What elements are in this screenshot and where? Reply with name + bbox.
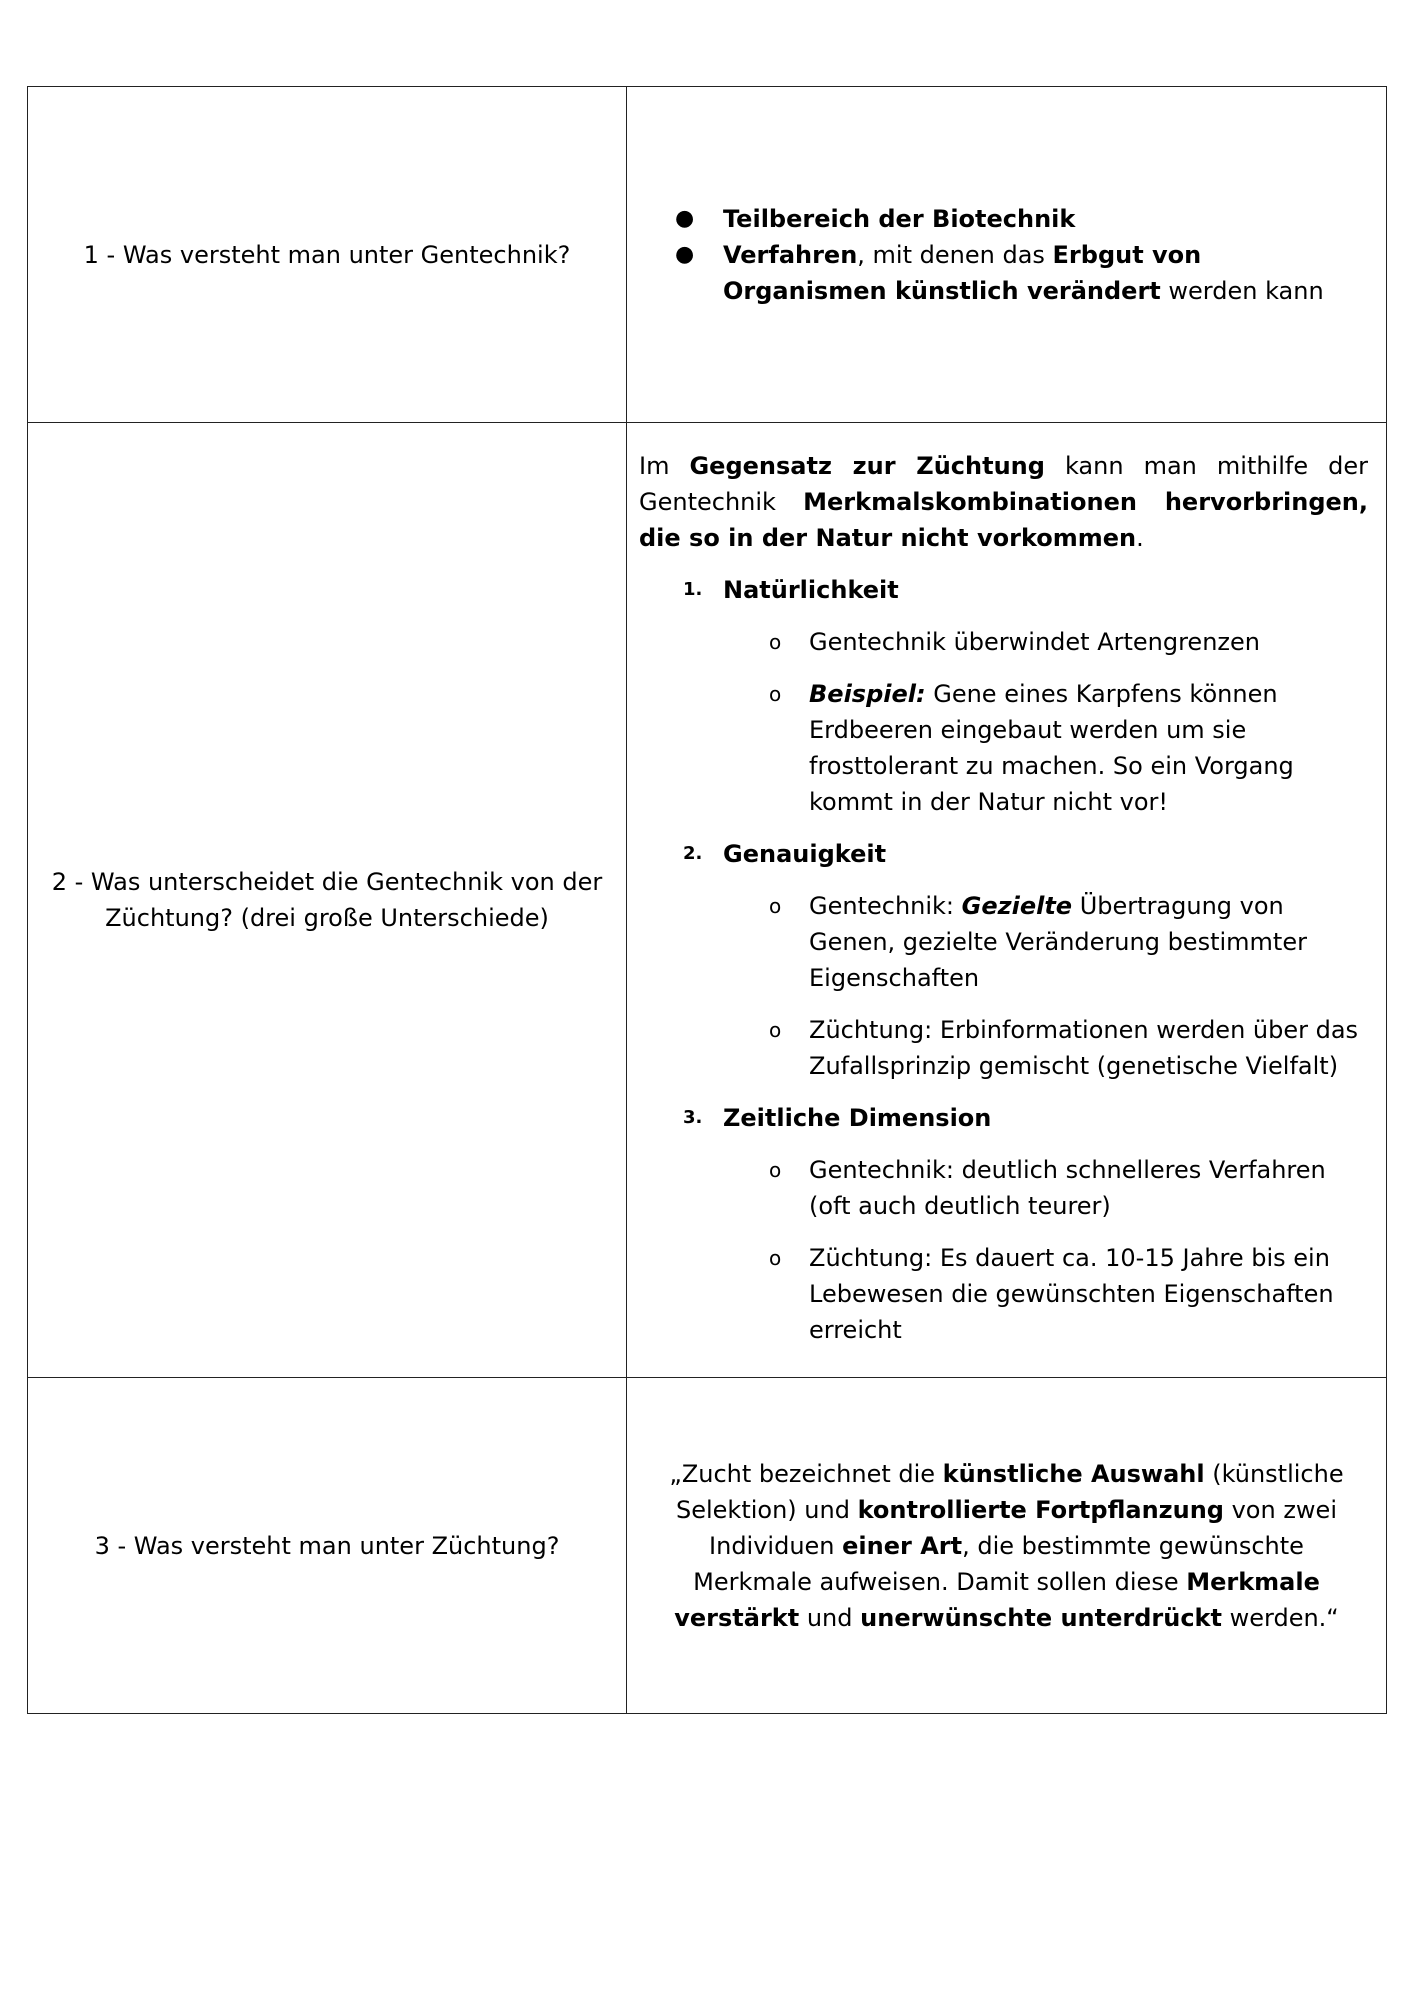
item-number: 3. — [683, 1107, 703, 1128]
text: Übertragung von Genen, gezielte Veränderung bestimmter Eigenschaften — [809, 892, 1307, 992]
text: Gene eines Karpfens können Erdbeeren eingebaut werden um sie frosttolerant zu machen. So ein Vorgang kommt in der Natur nicht vor! — [809, 680, 1294, 816]
numbered-item-1 — [639, 572, 1368, 608]
table-row — [28, 423, 1387, 1378]
answer-cell-3 — [627, 1378, 1387, 1714]
text: kann man mithilfe der Gentechnik — [639, 452, 1368, 516]
sub-item — [639, 624, 1368, 660]
bold-text: Teilbereich der Biotechnik — [723, 204, 1076, 233]
text: Züchtung: Es dauert ca. 10-15 Jahre bis ein Lebewesen die gewünschten Eigenschaften erreicht — [809, 1244, 1334, 1344]
sub-item — [639, 1152, 1368, 1224]
circle-bullet-icon: o — [769, 630, 782, 654]
bold-text: kontrollierte Fortpflanzung — [857, 1495, 1224, 1524]
bold-text: Gegensatz zur Züchtung — [689, 452, 1045, 480]
table-row — [28, 1378, 1387, 1714]
item-title: Genauigkeit — [723, 840, 887, 868]
text: Züchtung: Erbinformationen werden über das Zufallsprinzip gemischt (genetische Vielfalt) — [809, 1016, 1359, 1080]
circle-bullet-icon: o — [769, 894, 782, 918]
list-item — [665, 237, 1366, 309]
text: werden kann — [1160, 276, 1324, 305]
text: (künstliche Selektion) und — [676, 1459, 1344, 1524]
bullet-icon: ● — [675, 241, 695, 267]
text: . — [1136, 524, 1144, 552]
bold-italic-text: Beispiel: — [809, 680, 926, 708]
text: , die bestimmte gewünschte Merkmale aufweisen. Damit sollen diese — [693, 1531, 1304, 1596]
bold-text: Erbgut von Organismen künstlich verändert — [723, 240, 1202, 305]
text: Gentechnik: deutlich schnelleres Verfahren (oft auch deutlich teurer) — [809, 1156, 1326, 1220]
bold-italic-text: Gezielte — [961, 892, 1073, 920]
circle-bullet-icon: o — [769, 682, 782, 706]
bold-text: einer Art — [842, 1531, 963, 1560]
question-2-text: 2 - Was unterscheidet die Gentechnik von der Züchtung? (drei große Unterschiede) — [51, 868, 603, 932]
text: und — [799, 1603, 861, 1632]
question-cell-3 — [28, 1378, 627, 1714]
question-cell-2 — [28, 423, 627, 1378]
list-item — [665, 201, 1366, 237]
bullet-icon: ● — [675, 205, 695, 231]
answer-3-quote — [627, 1456, 1386, 1636]
text: Gentechnik: — [809, 892, 962, 920]
text: „Zucht bezeichnet die — [669, 1459, 943, 1488]
circle-bullet-icon: o — [769, 1018, 782, 1042]
circle-bullet-icon: o — [769, 1246, 782, 1270]
question-cell-1 — [28, 87, 627, 423]
sub-item — [639, 888, 1368, 996]
answer-1-bullet-list — [627, 201, 1386, 309]
numbered-item-2 — [639, 836, 1368, 872]
sub-item — [639, 676, 1368, 820]
text: Im — [639, 452, 690, 480]
answer-2-intro — [639, 448, 1368, 556]
item-number: 2. — [683, 843, 703, 864]
question-1-text: 1 - Was versteht man unter Gentechnik? — [83, 240, 571, 269]
bold-text: Merkmale verstärkt — [674, 1567, 1320, 1632]
sub-item — [639, 1240, 1368, 1348]
sub-item — [639, 1012, 1368, 1084]
answer-2-body — [627, 444, 1386, 1356]
bold-text: Verfahren — [723, 240, 858, 269]
question-3-text: 3 - Was versteht man unter Züchtung? — [94, 1531, 560, 1560]
text: Gentechnik überwindet Artengrenzen — [809, 628, 1260, 656]
circle-bullet-icon: o — [769, 1158, 782, 1182]
bold-text: künstliche Auswahl — [942, 1459, 1205, 1488]
answer-cell-2 — [627, 423, 1387, 1378]
bold-text: unerwünschte unterdrückt — [860, 1603, 1222, 1632]
answer-cell-1 — [627, 87, 1387, 423]
bold-text: Merkmalskombinationen hervorbringen, die so in der Natur nicht vorkommen — [639, 488, 1368, 552]
item-number: 1. — [683, 579, 703, 600]
numbered-item-3 — [639, 1100, 1368, 1136]
table-row — [28, 87, 1387, 423]
item-title: Natürlichkeit — [723, 576, 899, 604]
item-title: Zeitliche Dimension — [723, 1104, 992, 1132]
text: von zwei Individuen — [709, 1495, 1337, 1560]
text: , mit denen das — [857, 240, 1053, 269]
text: werden.“ — [1222, 1603, 1339, 1632]
qa-table — [27, 86, 1387, 1714]
